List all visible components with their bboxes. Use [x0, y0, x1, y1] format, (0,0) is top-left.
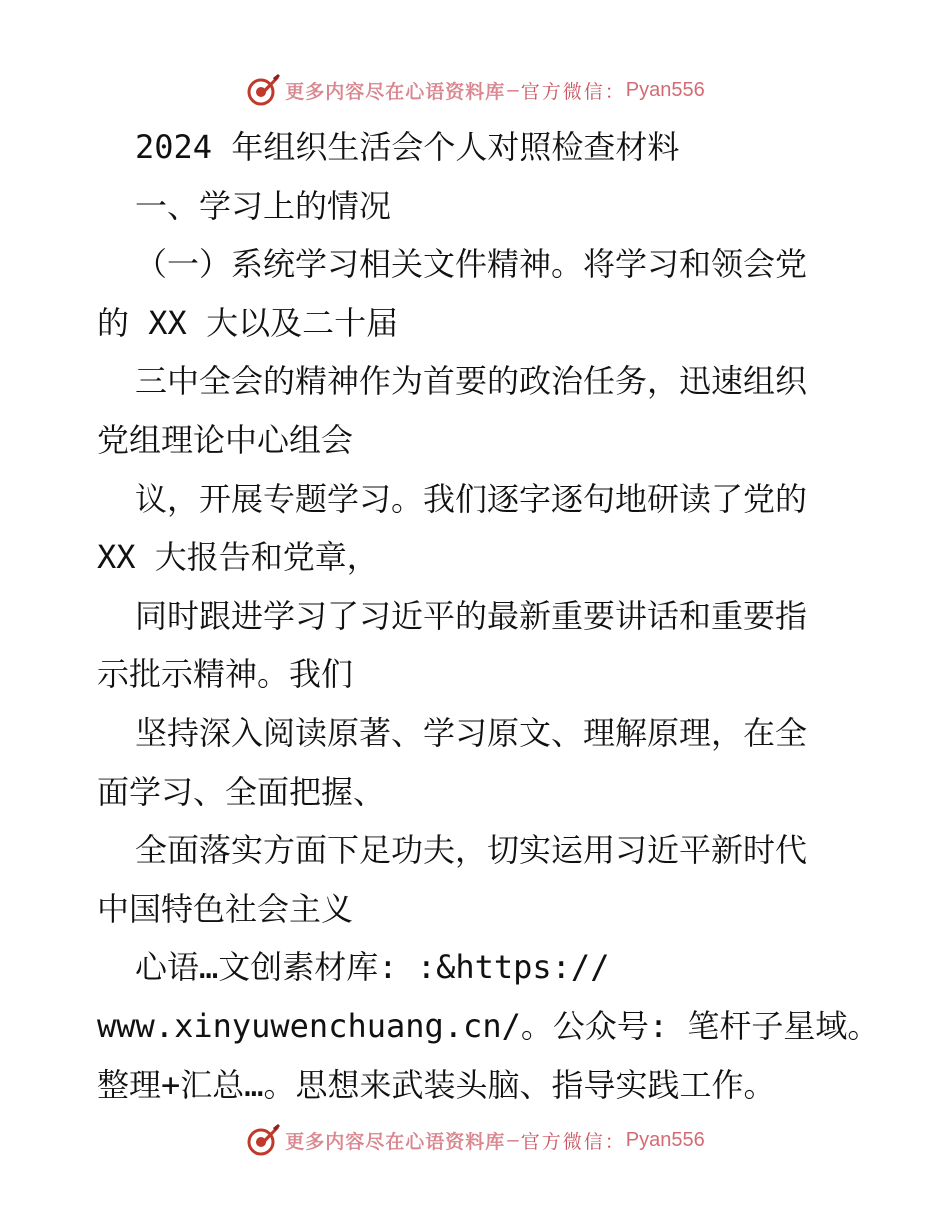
paragraph-line: 整理+汇总…。思想来武装头脑、指导实践工作。: [97, 1065, 776, 1104]
header-wechat-label: 官方微信：: [520, 80, 626, 103]
header-site-text: 更多内容尽在心语资料库: [285, 80, 506, 103]
paragraph-line: 坚持深入阅读原著、学习原文、理解原理，在全: [135, 713, 808, 752]
paragraph-line: 全面落实方面下足功夫，切实运用习近平新时代: [135, 831, 808, 870]
paragraph-line: 面学习、全面把握、: [97, 772, 386, 811]
document-title: 2024 年组织生活会个人对照检查材料: [135, 128, 680, 166]
footer-watermark-banner: [0, 1120, 950, 1160]
paragraph-line: 的 XX 大以及二十届: [97, 303, 399, 342]
paragraph-line: 同时跟进学习了习近平的最新重要讲话和重要指: [135, 596, 808, 635]
footer-site-text: 更多内容尽在心语资料库: [285, 1130, 506, 1153]
header-wechat-id: Pyan556: [625, 78, 705, 101]
paragraph-line: 党组理论中心组会: [97, 420, 354, 459]
paragraph-line: 中国特色社会主义: [97, 889, 354, 928]
document-body: [97, 118, 880, 1114]
paragraph-line: XX 大报告和党章，: [97, 538, 379, 577]
paragraph-line: 三中全会的精神作为首要的政治任务，迅速组织: [135, 362, 808, 401]
paragraph-line: （一）系统学习相关文件精神。将学习和领会党: [135, 245, 808, 284]
header-separator: —: [507, 79, 519, 101]
paragraph-line: 议，开展专题学习。我们逐字逐句地研读了党的: [135, 479, 808, 518]
quill-pen-logo-icon: [245, 1122, 281, 1158]
section-heading: 一、学习上的情况: [135, 186, 392, 225]
paragraph-line: www.xinyuwenchuang.cn/。公众号: 笔杆子星域。: [97, 1006, 880, 1045]
footer-separator: —: [507, 1129, 519, 1151]
header-watermark-banner: [0, 70, 950, 110]
paragraph-line: 示批示精神。我们: [97, 655, 354, 694]
quill-pen-logo-icon: [245, 72, 281, 108]
footer-wechat-label: 官方微信：: [520, 1130, 626, 1153]
footer-wechat-id: Pyan556: [625, 1128, 705, 1151]
paragraph-line: 心语…文创素材库: :&https://: [135, 948, 610, 987]
